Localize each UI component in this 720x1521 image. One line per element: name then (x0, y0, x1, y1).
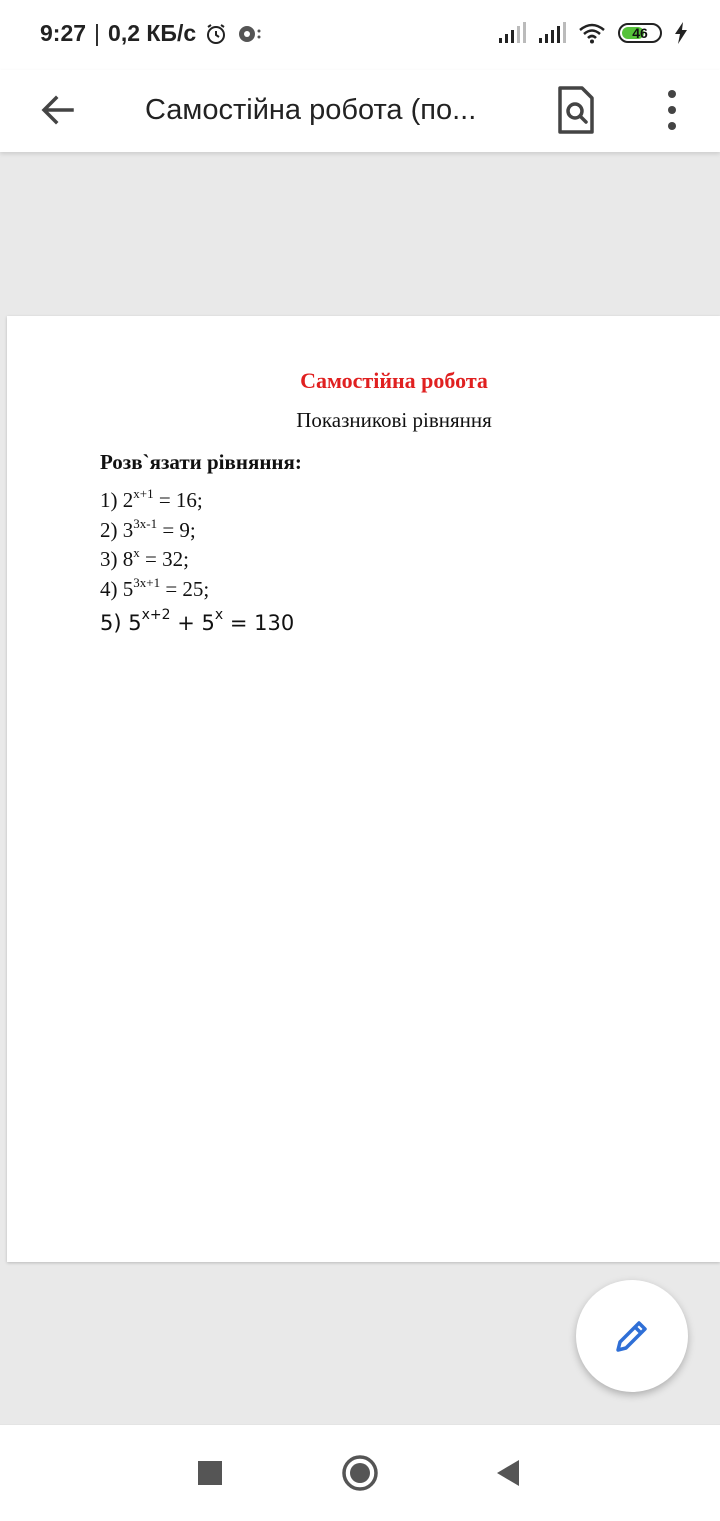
edit-pencil-icon (612, 1316, 652, 1356)
recents-button[interactable] (190, 1453, 230, 1493)
home-circle-icon (341, 1454, 379, 1492)
back-arrow-icon (36, 88, 80, 132)
document-title: Самостійна робота (по... (145, 94, 477, 126)
home-button[interactable] (340, 1453, 380, 1493)
document-page[interactable] (7, 316, 720, 1262)
battery-level: 46 (632, 25, 648, 41)
equation-2: 2) $3^{3x-1} = 9$; (100, 515, 196, 542)
edit-fab-button[interactable] (576, 1280, 688, 1392)
equation-1: 1) $2^{x+1} = 16$; (100, 486, 203, 512)
system-back-button[interactable] (488, 1453, 528, 1493)
alarm-icon (204, 22, 228, 46)
more-options-button[interactable] (656, 86, 688, 136)
equation-4: 4) $5^{3x+1} = 25$; (100, 574, 210, 601)
sync-notification-icon (236, 22, 262, 46)
system-nav-bar (0, 1424, 720, 1521)
document-heading: Самостійна робота (300, 368, 488, 393)
status-time: 9:27 (40, 20, 87, 46)
task-instruction: Розв`язати рівняння: (100, 450, 302, 474)
signal-strength-icon-sim1 (498, 22, 526, 44)
back-triangle-icon (495, 1459, 521, 1487)
equation-5: 5) $5^{x+2} + 5^x = 130$ (100, 607, 295, 635)
more-vert-icon (656, 86, 688, 136)
wifi-icon (578, 22, 606, 44)
battery-indicator (618, 23, 662, 43)
recents-square-icon (198, 1461, 222, 1485)
charging-icon (674, 22, 688, 44)
status-left (40, 20, 262, 47)
status-right (498, 22, 688, 44)
signal-strength-icon-sim2 (538, 22, 566, 44)
find-in-document-icon (556, 84, 596, 136)
document-subtitle: Показникові рівняння (296, 408, 492, 432)
back-button[interactable] (36, 88, 80, 132)
status-bar (0, 0, 720, 70)
network-speed: 0,2 КБ/с (108, 20, 197, 46)
status-separator: | (94, 20, 101, 46)
equation-3: 3) 8$^x$ = 32; (100, 545, 189, 571)
equation-list (100, 486, 294, 639)
app-bar (0, 70, 720, 152)
find-in-document-button[interactable] (556, 84, 596, 136)
